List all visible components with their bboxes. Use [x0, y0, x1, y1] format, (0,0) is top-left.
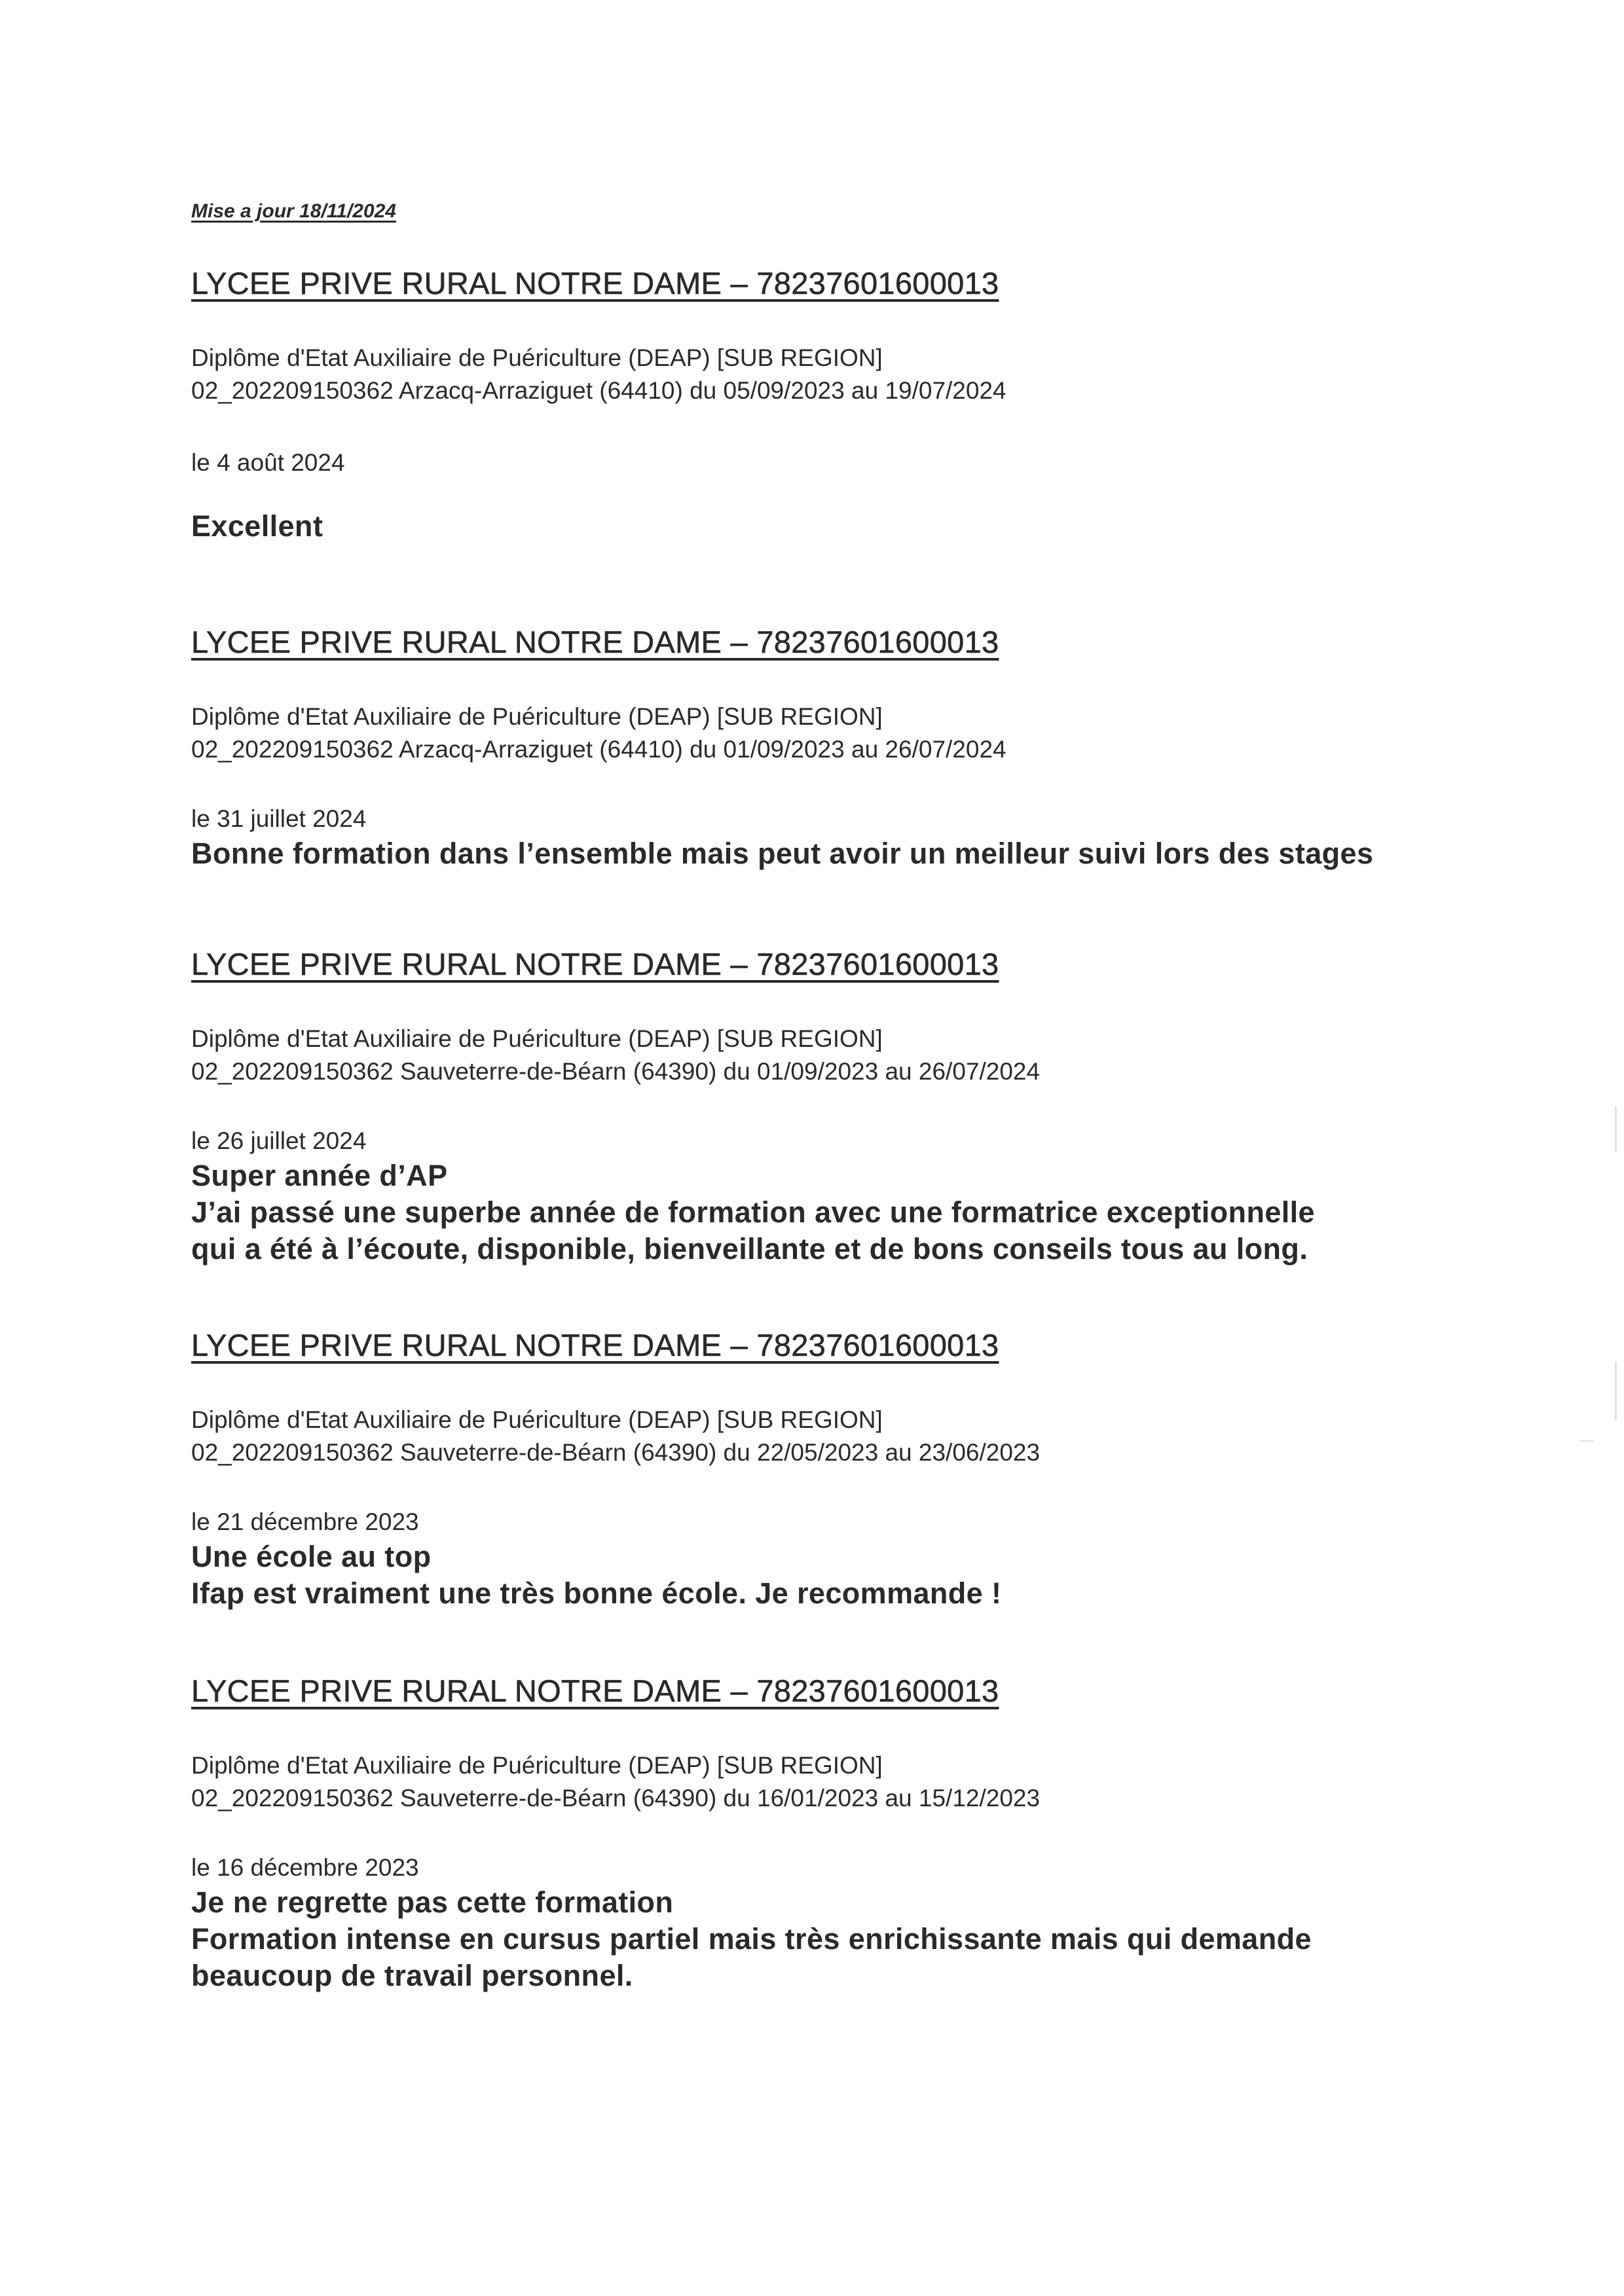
- review-body-line: beaucoup de travail personnel.: [191, 1959, 633, 1992]
- scan-mark: [1615, 1362, 1617, 1421]
- school-heading: LYCEE PRIVE RURAL NOTRE DAME – 78237601600013: [191, 1673, 999, 1708]
- review-title: Bonne formation dans l’ensemble mais peut avoir un meilleur suivi lors des stages: [191, 837, 1374, 870]
- session-line: 02_202209150362 Sauveterre-de-Béarn (64390) du 01/09/2023 au 26/07/2024: [191, 1058, 1041, 1085]
- scan-mark: [1615, 1106, 1617, 1152]
- review-body-line: J’ai passé une superbe année de formation avec une formatrice exceptionnelle: [191, 1195, 1315, 1229]
- review-date: le 31 juillet 2024: [191, 805, 367, 832]
- review-entry: [191, 623, 1501, 872]
- session-line: 02_202209150362 Sauveterre-de-Béarn (64390) du 22/05/2023 au 23/06/2023: [191, 1439, 1041, 1466]
- diploma-line: Diplôme d'Etat Auxiliaire de Puériculture (DEAP) [SUB REGION]: [191, 703, 883, 730]
- review-comment: [191, 835, 1501, 872]
- update-note: Mise a jour 18/11/2024: [191, 200, 396, 222]
- review-date: le 4 août 2024: [191, 449, 345, 476]
- course-info: [191, 1023, 1501, 1088]
- school-heading: LYCEE PRIVE RURAL NOTRE DAME – 78237601600013: [191, 1328, 999, 1362]
- review-comment: [191, 1539, 1501, 1612]
- diploma-line: Diplôme d'Etat Auxiliaire de Puériculture (DEAP) [SUB REGION]: [191, 1025, 883, 1052]
- review-comment: [191, 1884, 1501, 1994]
- review-title: Super année d’AP: [191, 1159, 448, 1192]
- review-comment: [191, 1157, 1501, 1267]
- school-heading: LYCEE PRIVE RURAL NOTRE DAME – 78237601600013: [191, 947, 999, 981]
- review-body-line: Ifap est vraiment une très bonne école. Je recommande !: [191, 1576, 1002, 1610]
- course-info: [191, 342, 1501, 407]
- session-line: 02_202209150362 Arzacq-Arraziguet (64410) du 05/09/2023 au 19/07/2024: [191, 377, 1006, 404]
- review-comment: [191, 508, 1501, 545]
- course-info: [191, 1749, 1501, 1815]
- session-line: 02_202209150362 Sauveterre-de-Béarn (64390) du 16/01/2023 au 15/12/2023: [191, 1785, 1041, 1812]
- course-info: [191, 1404, 1501, 1469]
- review-entry: [191, 1326, 1501, 1612]
- review-date: le 16 décembre 2023: [191, 1854, 419, 1881]
- review-title: Excellent: [191, 509, 323, 543]
- review-entry: [191, 1672, 1501, 1994]
- review-date: le 21 décembre 2023: [191, 1508, 419, 1535]
- diploma-line: Diplôme d'Etat Auxiliaire de Puériculture (DEAP) [SUB REGION]: [191, 344, 883, 371]
- review-title: Je ne regrette pas cette formation: [191, 1886, 674, 1919]
- diploma-line: Diplôme d'Etat Auxiliaire de Puériculture (DEAP) [SUB REGION]: [191, 1406, 883, 1433]
- session-line: 02_202209150362 Arzacq-Arraziguet (64410) du 01/09/2023 au 26/07/2024: [191, 736, 1006, 763]
- review-date: le 26 juillet 2024: [191, 1127, 367, 1154]
- scan-mark: [1579, 1440, 1594, 1442]
- review-body-line: Formation intense en cursus partiel mais très enrichissante mais qui demande: [191, 1922, 1312, 1956]
- diploma-line: Diplôme d'Etat Auxiliaire de Puériculture (DEAP) [SUB REGION]: [191, 1752, 883, 1779]
- review-title: Une école au top: [191, 1540, 432, 1573]
- review-body-line: qui a été à l’écoute, disponible, bienveillante et de bons conseils tous au long.: [191, 1232, 1308, 1266]
- course-info: [191, 701, 1501, 766]
- school-heading: LYCEE PRIVE RURAL NOTRE DAME – 78237601600013: [191, 625, 999, 659]
- review-entry: [191, 945, 1501, 1267]
- review-entry: [191, 264, 1501, 545]
- school-heading: LYCEE PRIVE RURAL NOTRE DAME – 78237601600013: [191, 266, 999, 301]
